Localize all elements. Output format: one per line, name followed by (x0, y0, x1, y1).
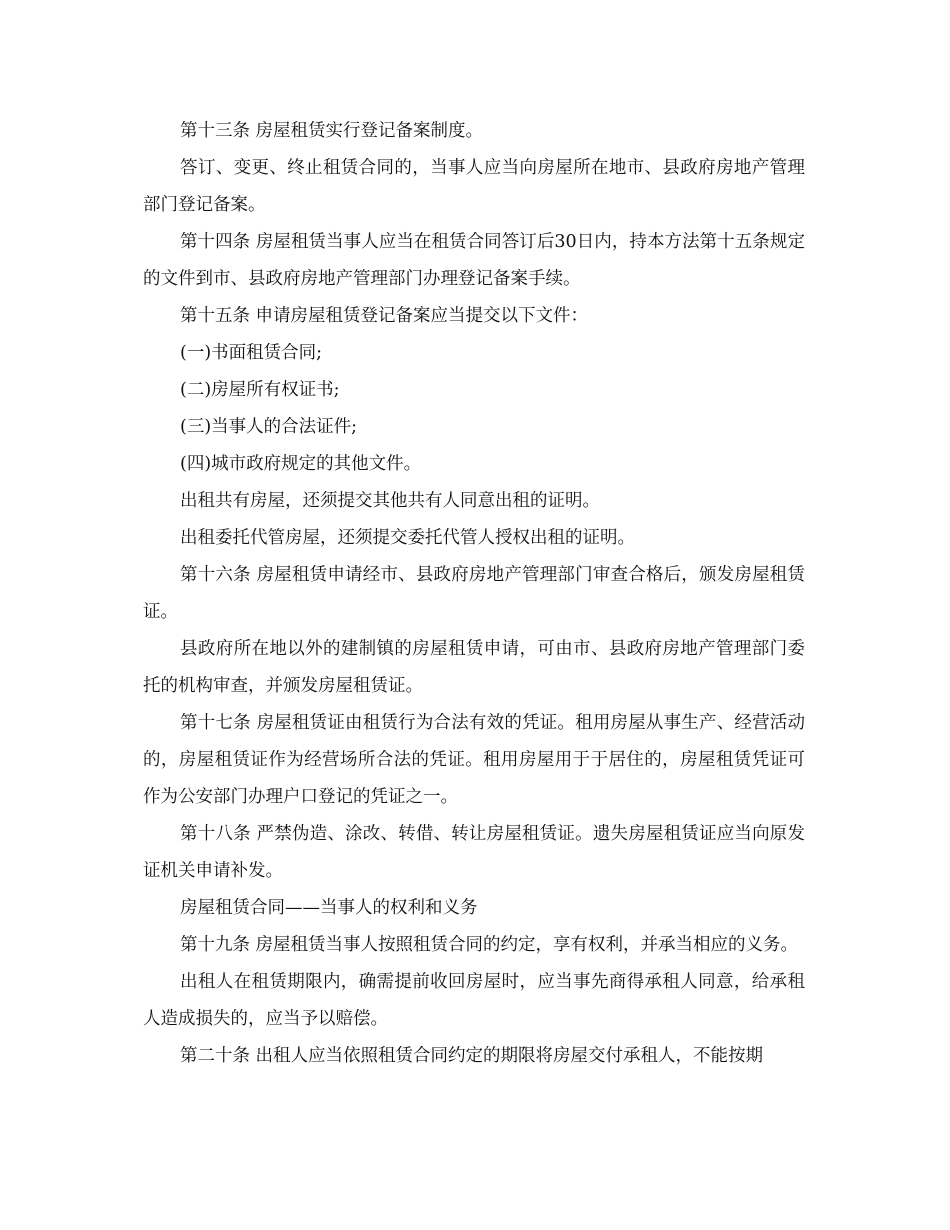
paragraph-registration-requirement: 答订、变更、终止租赁合同的，当事人应当向房屋所在地市、县政府房地产管理部门登记备案。 (143, 158, 805, 215)
paragraph-article-17: 第十七条 房屋租赁证由租赁行为合法有效的凭证。租用房屋从事生产、经营活动的，房屋租赁证作为经营场所合法的凭证。租用房屋用于于居住的，房屋租赁凭证可作为公安部门办理户口登记的凭证之一。 (143, 713, 805, 807)
list-item-written-contract: (一)书面租赁合同; (180, 343, 323, 363)
list-item-other-documents: (四)城市政府规定的其他文件。 (180, 454, 422, 474)
document-page (143, 113, 805, 1075)
list-item-legal-documents: (三)当事人的合法证件; (180, 417, 358, 437)
list-item-ownership-certificate: (二)房屋所有权证书; (180, 380, 340, 400)
paragraph-article-14: 第十四条 房屋租赁当事人应当在租赁合同答订后30日内，持本方法第十五条规定的文件到市、县政府房地产管理部门办理登记备案手续。 (143, 232, 805, 289)
paragraph-co-owned-property: 出租共有房屋，还须提交其他共有人同意出租的证明。 (180, 491, 600, 511)
paragraph-article-20: 第二十条 出租人应当依照租赁合同约定的期限将房屋交付承租人，不能按期 (180, 1046, 764, 1066)
paragraph-early-recovery: 出租人在租赁期限内，确需提前收回房屋时，应当事先商得承租人同意，给承租人造成损失的，应当予以赔偿。 (143, 972, 805, 1029)
section-heading-rights-obligations: 房屋租赁合同——当事人的权利和义务 (180, 898, 478, 918)
paragraph-article-16: 第十六条 房屋租赁申请经市、县政府房地产管理部门审查合格后，颁发房屋租赁证。 (143, 565, 805, 622)
paragraph-article-13: 第十三条 房屋租赁实行登记备案制度。 (180, 121, 484, 141)
paragraph-article-19: 第十九条 房屋租赁当事人按照租赁合同的约定，享有权利，并承当相应的义务。 (180, 935, 799, 955)
paragraph-article-18: 第十八条 严禁伪造、涂改、转借、转让房屋租赁证。遗失房屋租赁证应当向原发证机关申请补发。 (143, 824, 805, 881)
paragraph-article-15: 第十五条 申请房屋租赁登记备案应当提交以下文件： (180, 306, 589, 326)
paragraph-county-towns: 县政府所在地以外的建制镇的房屋租赁申请，可由市、县政府房地产管理部门委托的机构审查，并颁发房屋租赁证。 (143, 639, 805, 696)
paragraph-entrusted-property: 出租委托代管房屋，还须提交委托代管人授权出租的证明。 (180, 528, 635, 548)
